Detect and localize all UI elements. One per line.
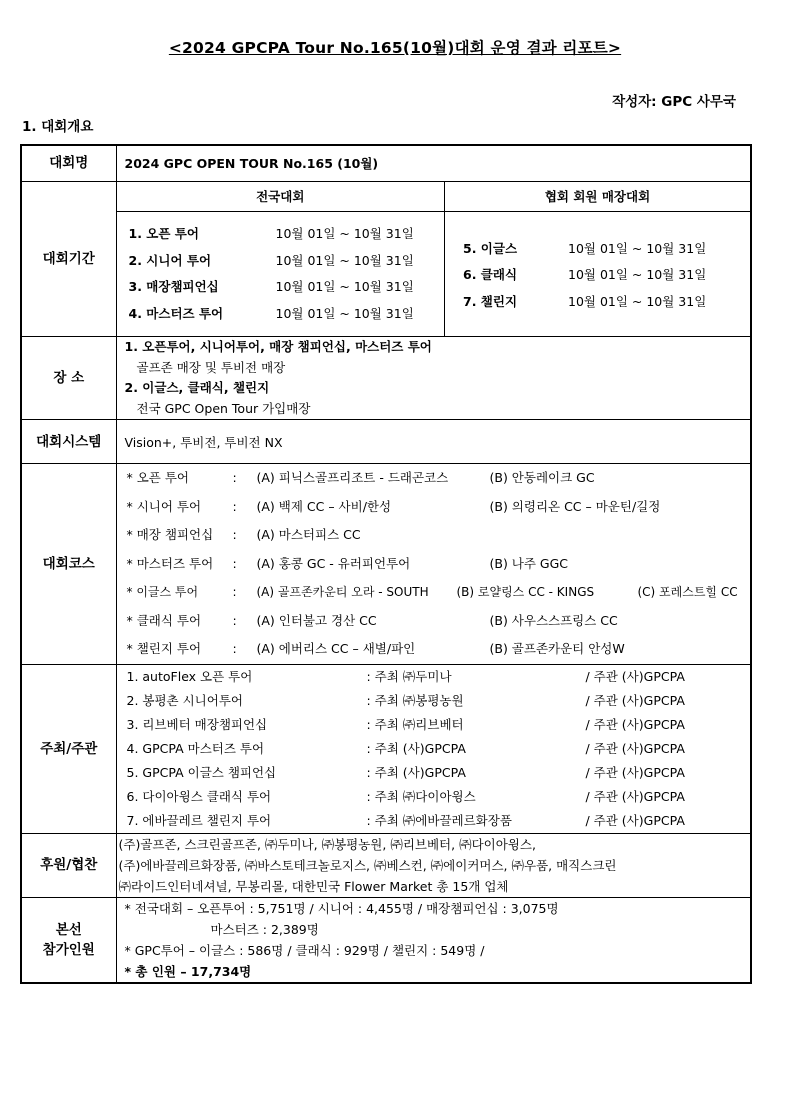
national-header: 전국대회 [117,182,445,212]
period-label: 대회기간 [21,181,116,337]
participants-row [21,897,751,983]
sponsor-line: (주)골프존, 스크린골프존, ㈜두미나, ㈜봉평농원, ㈜리브베터, ㈜다이아윙스, [118,836,536,852]
participants-total: * 총 인원 – 17,734명 [124,963,252,979]
list-item: 3. 매장챔피언십 10월 01일 ~ 10월 31일 [128,279,414,295]
author-line: 작성자: GPC 사무국 [612,94,736,110]
venue-value [116,337,751,420]
list-item: * 마스터즈 투어 : (A) 홍콩 GC - 유러피언투어 (B) 나주 GGC [126,555,569,571]
event-name-label: 대회명 [21,145,116,181]
section-heading: 1. 대회개요 [22,119,94,135]
list-item: * 매장 챔피언십 : (A) 마스터피스 CC [126,527,361,542]
participants-line: 마스터즈 : 2,389명 [210,921,319,937]
participants-label-line: 참가인원 [42,941,95,958]
system-row [21,420,751,464]
list-item: * 챌린지 투어 : (A) 에버리스 CC – 새별/파인 (B) 골프존카운티 안성W [126,641,625,656]
system-value: Vision+, 투비전, 투비전 NX [116,420,751,464]
venue-line: 골프존 매장 및 투비전 매장 [136,359,286,375]
list-item: 2. 봉평촌 시니어투어 : 주최 ㈜봉평농원 / 주관 (사)GPCPA [126,692,685,708]
list-item: 1. autoFlex 오픈 투어 : 주최 ㈜두미나 / 주관 (사)GPCPA [126,668,685,684]
course-list [116,464,751,665]
list-item: 1. 오픈 투어 10월 01일 ~ 10월 31일 [128,226,414,242]
participants-list [116,897,751,983]
sponsor-label: 후원/협찬 [21,833,116,897]
event-name-value: 2024 GPC OPEN TOUR No.165 (10월) [116,145,751,181]
list-item: 2. 시니어 투어 10월 01일 ~ 10월 31일 [128,252,414,268]
sponsor-list [116,833,751,897]
list-item: * 이글스 투어 : (A) 골프존카운티 오라 - SOUTH (B) 로얄링스 CC - KINGS (C) 포레스트힐 CC [126,585,738,599]
list-item: 3. 리브베터 매장챔피언십 : 주최 ㈜리브베터 / 주관 (사)GPCPA [126,716,685,732]
event-name-row [21,145,751,181]
list-item: 4. GPCPA 마스터즈 투어 : 주최 (사)GPCPA / 주관 (사)GPCPA [126,740,685,756]
venue-line: 1. 오픈투어, 시니어투어, 매장 챔피언십, 마스터즈 투어 [124,339,432,354]
list-item: 6. 다이아윙스 클래식 투어 : 주최 ㈜다이아윙스 / 주관 (사)GPCPA [126,788,685,804]
page-title: <2024 GPCPA Tour No.165(10월)대회 운영 결과 리포트> [168,39,622,57]
list-item: 6. 클래식 10월 01일 ~ 10월 31일 [463,267,707,282]
list-item: 7. 챌린지 10월 01일 ~ 10월 31일 [463,293,707,309]
course-label: 대회코스 [21,464,116,665]
host-list [116,664,751,833]
venue-line: 2. 이글스, 클래식, 챌린지 [124,380,270,395]
list-item: 5. 이글스 10월 01일 ~ 10월 31일 [463,240,707,256]
venue-line: 전국 GPC Open Tour 가입매장 [136,400,311,416]
list-item: 4. 마스터즈 투어 10월 01일 ~ 10월 31일 [128,305,414,321]
period-row [21,181,751,337]
list-item: 5. GPCPA 이글스 챔피언십 : 주최 (사)GPCPA / 주관 (사)GPCPA [126,764,685,780]
host-row [21,664,751,833]
national-period-list [117,212,445,337]
member-header: 협회 회원 매장대회 [445,182,751,212]
host-label: 주최/주관 [21,664,116,833]
participants-label [21,897,116,983]
list-item: * 클래식 투어 : (A) 인터불고 경산 CC (B) 사우스스프링스 CC [126,612,618,628]
list-item: * 오픈 투어 : (A) 피닉스골프리조트 - 드래곤코스 (B) 안동레이크 GC [126,470,595,485]
venue-label: 장 소 [21,337,116,420]
sponsor-line: ㈜라이드인터네셔널, 무봉리몰, 대한민국 Flower Market 총 15개 업체 [118,878,509,894]
participants-line: * GPC투어 – 이글스 : 586명 / 클래식 : 929명 / 챌린지 : 549명 / [124,942,485,958]
period-table [117,182,751,337]
venue-row [21,337,751,420]
member-period-list [445,212,751,337]
list-item: * 시니어 투어 : (A) 백제 CC – 사비/한성 (B) 의령리온 CC – 마운틴/길정 [126,498,661,514]
course-row [21,464,751,665]
sponsor-line: (주)에바끌레르화장품, ㈜바스토테크놀로지스, ㈜베스컨, ㈜에이커머스, ㈜우품, 매직스크린 [118,857,617,873]
overview-table [20,144,752,984]
list-item: 7. 에바끌레르 챌린지 투어 : 주최 ㈜에바끌레르화장품 / 주관 (사)GPCPA [126,812,685,828]
participants-label-line: 본선 [55,921,82,938]
sponsor-row [21,833,751,897]
system-label: 대회시스템 [21,420,116,464]
participants-line: * 전국대회 – 오픈투어 : 5,751명 / 시니어 : 4,455명 / 매장챔피언십 : 3,075명 [124,900,559,916]
